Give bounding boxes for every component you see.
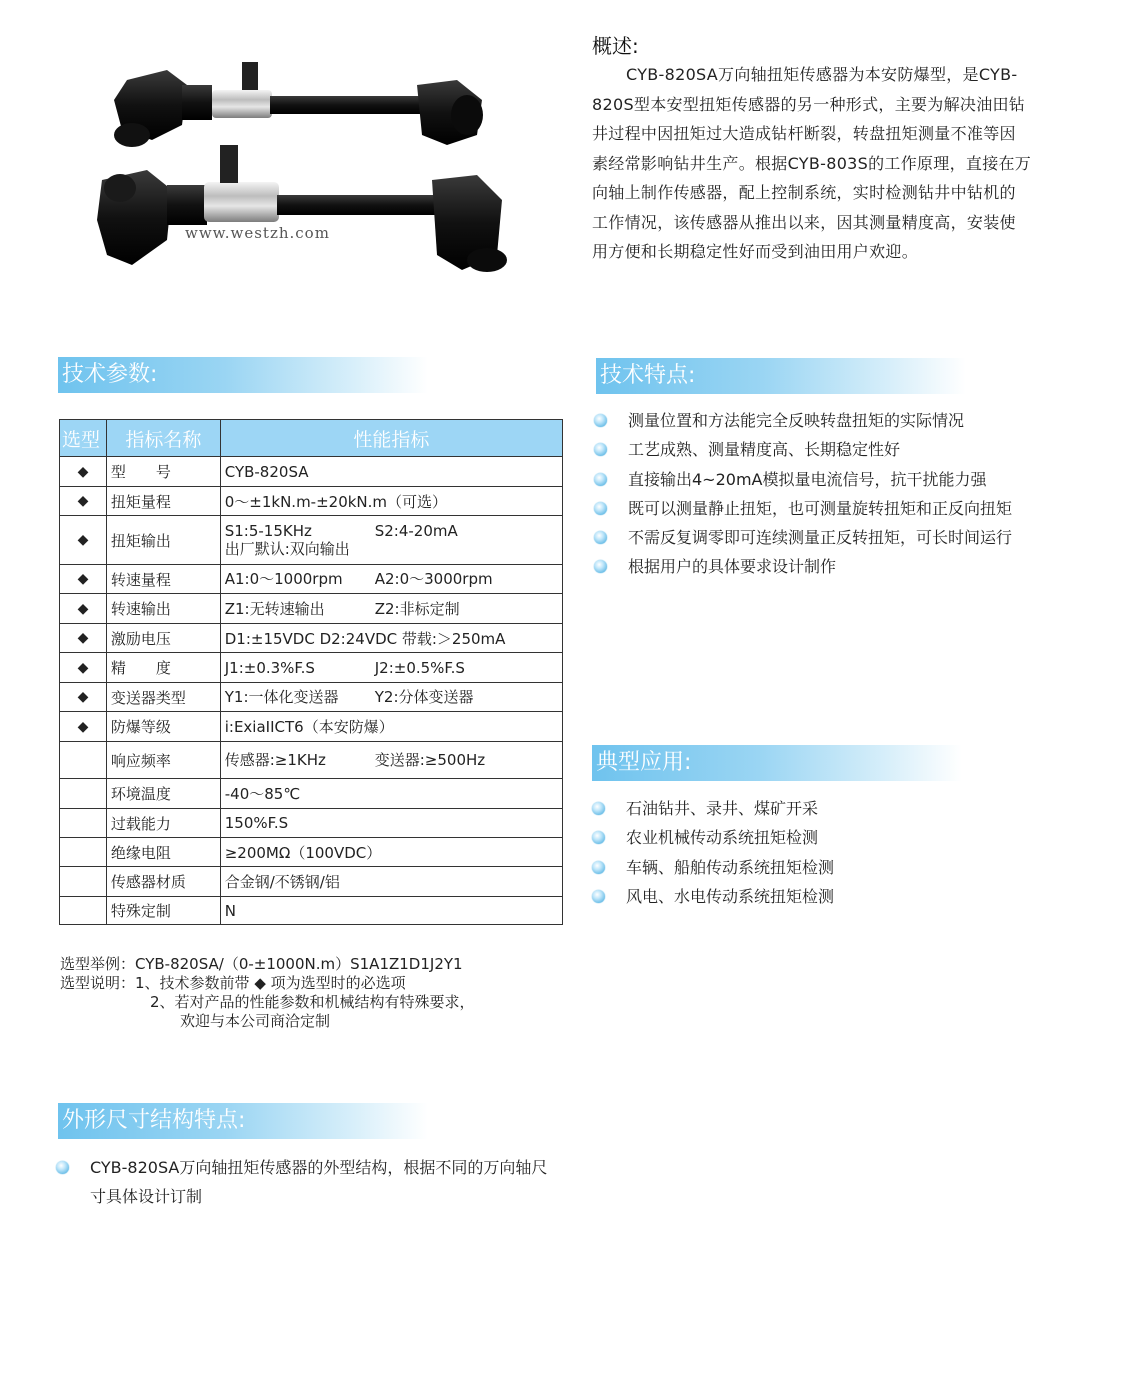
selection-notes	[60, 955, 475, 1031]
required-mark: ◆	[60, 594, 107, 624]
header-param-name: 指标名称	[106, 420, 220, 457]
bullet-icon	[594, 502, 607, 515]
application-text: 风电、水电传动系统扭矩检测	[626, 886, 835, 906]
param-name: 绝缘电阻	[106, 838, 220, 867]
required-mark: ◆	[60, 487, 107, 516]
feature-text: 直接输出4~20mA模拟量电流信号，抗干扰能力强	[628, 469, 987, 489]
required-mark	[60, 838, 107, 867]
application-text: 石油钻井、录井、煤矿开采	[626, 799, 819, 818]
feature-text: 工艺成熟、测量精度高、长期稳定性好	[628, 440, 901, 460]
param-name: 扭矩输出	[106, 516, 220, 565]
bullet-icon	[56, 1161, 69, 1174]
required-mark: ◆	[60, 683, 107, 712]
param-name: 转速量程	[106, 565, 220, 594]
param-value: 150%F.S	[220, 809, 562, 838]
required-mark	[60, 897, 107, 925]
overview-title: 概述:	[592, 34, 639, 58]
param-value-note: 出厂默认:双向输出	[224, 540, 350, 558]
param-value: -40～85℃	[220, 779, 562, 809]
feature-text: 不需反复调零即可连续测量正反转扭矩，可长时间运行	[628, 528, 1013, 548]
list-item	[594, 494, 1012, 523]
bullet-icon	[594, 531, 607, 544]
bullet-icon	[592, 890, 605, 903]
table-row	[60, 624, 563, 653]
table-row	[60, 516, 563, 565]
selection-note-2: 2、若对产品的性能参数和机械结构有特殊要求，	[150, 993, 475, 1011]
selection-note-1: 选型说明：1、技术参数前带 ◆ 项为选型时的必选项	[60, 974, 406, 992]
table-row	[60, 565, 563, 594]
table-row	[60, 838, 563, 867]
param-value-2: Z2:非标定制	[374, 599, 460, 618]
table-row	[60, 897, 563, 925]
param-name: 变送器类型	[106, 683, 220, 712]
application-text: 农业机械传动系统扭矩检测	[626, 828, 819, 848]
applications-list	[592, 794, 834, 911]
table-row	[60, 712, 563, 742]
param-name: 扭矩量程	[106, 487, 220, 516]
list-item	[592, 823, 834, 852]
param-value-2: S2:4-20mA	[374, 522, 458, 540]
dimensions-header: 外形尺寸结构特点:	[58, 1103, 428, 1139]
param-name: 特殊定制	[106, 897, 220, 925]
param-value: 传感器:≥1KHz	[224, 751, 326, 769]
dimensions-list	[56, 1153, 556, 1211]
list-item	[594, 435, 1012, 464]
param-value-2: J2:±0.5%F.S	[374, 658, 465, 677]
param-name: 型 号	[106, 457, 220, 487]
param-name: 过载能力	[106, 809, 220, 838]
param-name: 环境温度	[106, 779, 220, 809]
param-value-2: 变送器:≥500Hz	[374, 751, 486, 769]
header-selection: 选型	[60, 420, 107, 457]
param-value: 0～±1kN.m-±20kN.m（可选）	[220, 487, 562, 516]
bottom-shaft	[97, 145, 507, 272]
param-value: ≥200MΩ（100VDC）	[220, 838, 562, 867]
bullet-icon	[594, 414, 607, 427]
top-shaft	[114, 62, 483, 147]
list-item	[592, 853, 834, 882]
table-row	[60, 683, 563, 712]
table-row	[60, 457, 563, 487]
param-name: 转速输出	[106, 594, 220, 624]
param-value-2: Y2:分体变送器	[374, 688, 474, 706]
tech-features-header: 技术特点:	[596, 358, 966, 394]
param-value: Y1:一体化变送器	[224, 688, 339, 706]
table-row	[60, 779, 563, 809]
feature-text: 测量位置和方法能完全反映转盘扭矩的实际情况	[628, 411, 965, 430]
list-item	[592, 794, 834, 823]
selection-example: 选型举例：CYB-820SA/（0-±1000N.m）S1A1Z1D1J2Y1	[60, 955, 463, 973]
param-value: 合金钢/不锈钢/铝	[220, 867, 562, 897]
feature-text: 既可以测量静止扭矩，也可测量旋转扭矩和正反向扭矩	[628, 498, 1013, 518]
table-row	[60, 809, 563, 838]
bullet-icon	[594, 473, 607, 486]
dimension-text: CYB-820SA万向轴扭矩传感器的外型结构，根据不同的万向轴尺寸具体设计订制	[90, 1158, 548, 1206]
param-name: 精 度	[106, 653, 220, 683]
application-text: 车辆、船舶传动系统扭矩检测	[626, 857, 835, 877]
table-row	[60, 487, 563, 516]
watermark: www.westzh.com	[185, 224, 330, 242]
bullet-icon	[592, 861, 605, 874]
required-mark	[60, 779, 107, 809]
bullet-icon	[594, 443, 607, 456]
required-mark	[60, 742, 107, 779]
param-value: S1:5-15KHz	[224, 522, 312, 540]
required-mark: ◆	[60, 712, 107, 742]
required-mark: ◆	[60, 457, 107, 487]
header-performance: 性能指标	[220, 420, 562, 457]
bullet-icon	[592, 802, 605, 815]
list-item	[594, 465, 1012, 494]
product-photo	[92, 40, 522, 280]
tech-params-header: 技术参数:	[58, 357, 428, 393]
param-value: J1:±0.3%F.S	[224, 658, 315, 677]
required-mark: ◆	[60, 565, 107, 594]
list-item	[594, 523, 1012, 552]
param-value: CYB-820SA	[220, 457, 562, 487]
list-item	[56, 1153, 556, 1211]
features-list	[594, 406, 1012, 582]
param-value: i:ExiaIICT6（本安防爆）	[220, 712, 562, 742]
bullet-icon	[592, 831, 605, 844]
param-value: Z1:无转速输出	[224, 599, 325, 618]
param-value: A1:0～1000rpm	[224, 570, 343, 588]
list-item	[592, 882, 834, 911]
param-name: 响应频率	[106, 742, 220, 779]
list-item	[594, 552, 1012, 581]
required-mark: ◆	[60, 516, 107, 565]
param-name: 防爆等级	[106, 712, 220, 742]
list-item	[594, 406, 1012, 435]
table-row	[60, 653, 563, 683]
required-mark	[60, 867, 107, 897]
feature-text: 根据用户的具体要求设计制作	[628, 557, 837, 577]
param-value: D1:±15VDC D2:24VDC 带载:＞250mA	[220, 624, 562, 653]
param-value: N	[220, 897, 562, 925]
param-name: 传感器材质	[106, 867, 220, 897]
overview-text: CYB-820SA万向轴扭矩传感器为本安防爆型，是CYB-820S型本安型扭矩传感器的另一种形式，主要为解决油田钻井过程中因扭矩过大造成钻杆断裂，转盘扭矩测量不准等因素经常影响钻井生产。根据CYB-803S的工作原理，直接在万向轴上制作传感器，配上控制系统，实时检测钻井中钻机的工作情况，该传感器从推出以来，因其测量精度高，安装使用方便和长期稳定性好而受到油田用户欢迎。	[592, 65, 1032, 261]
param-name: 激励电压	[106, 624, 220, 653]
table-row	[60, 742, 563, 779]
required-mark: ◆	[60, 653, 107, 683]
bullet-icon	[594, 560, 607, 573]
selection-note-3: 欢迎与本公司商洽定制	[180, 1012, 331, 1030]
param-value-2: A2:0～3000rpm	[374, 570, 493, 588]
required-mark	[60, 809, 107, 838]
spec-table	[59, 419, 563, 925]
required-mark: ◆	[60, 624, 107, 653]
table-row	[60, 867, 563, 897]
table-header-row	[60, 420, 563, 457]
table-row	[60, 594, 563, 624]
applications-header: 典型应用:	[592, 745, 962, 781]
